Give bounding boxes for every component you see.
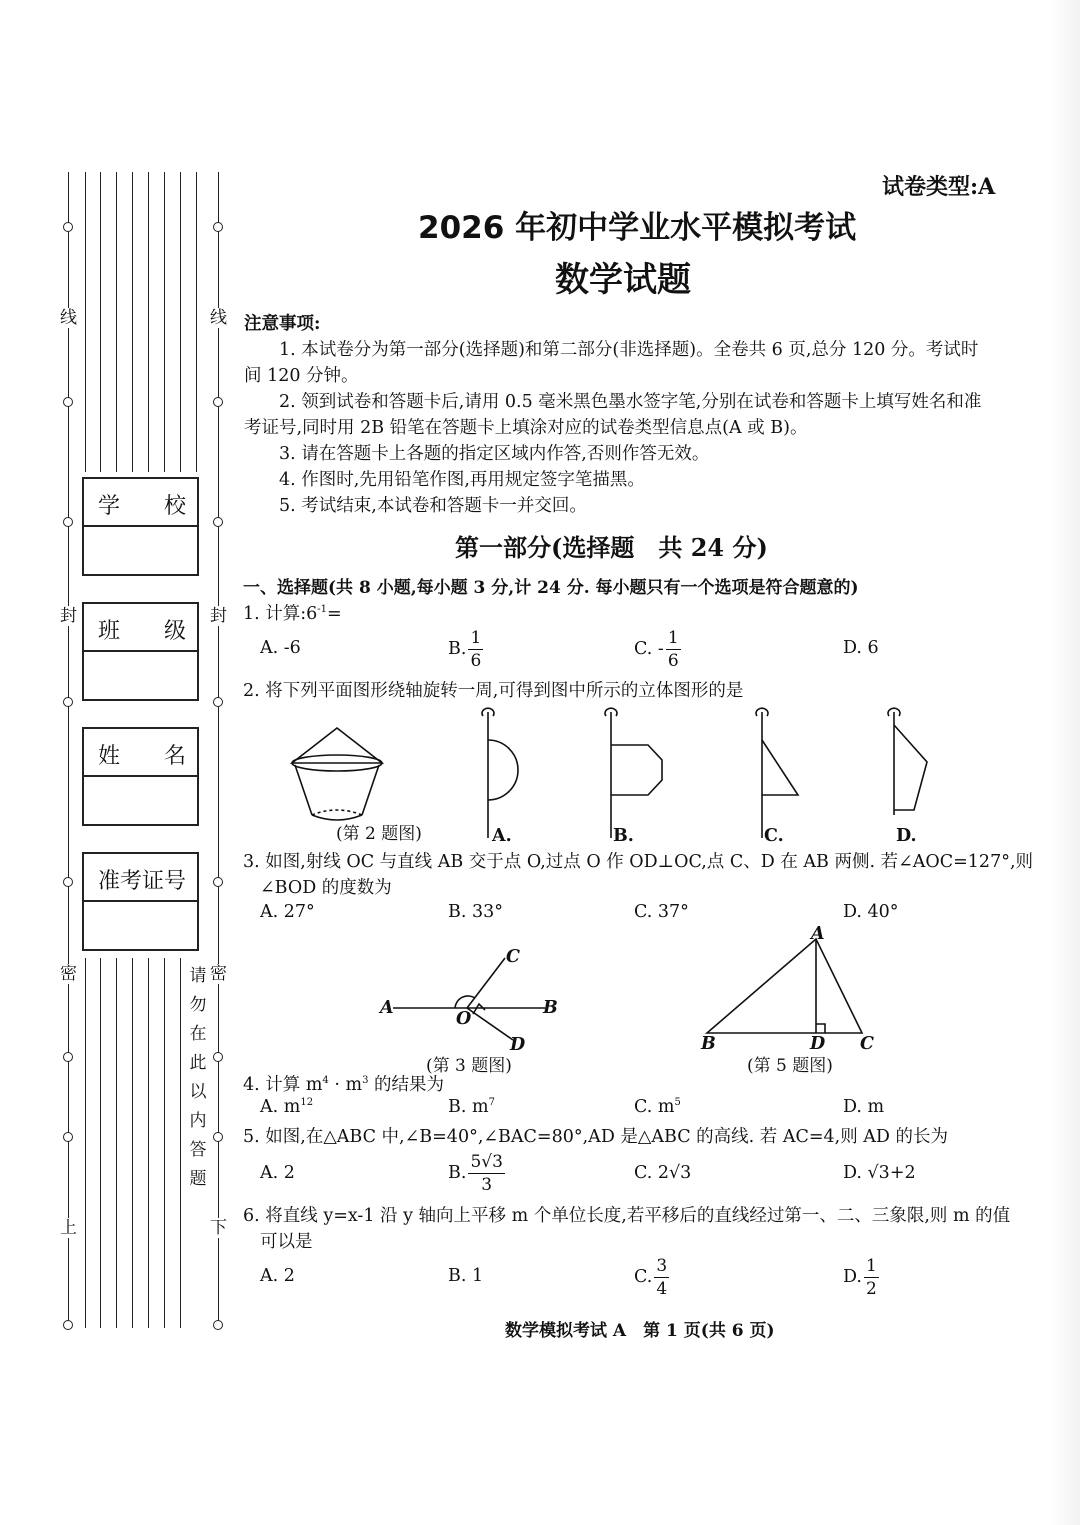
q4-stem: 4. 计算 $m^4 \cdot m^3$ 的结果为 — [243, 1075, 445, 1095]
q3-option-d[interactable]: D. 40° — [843, 902, 899, 922]
notice-line: 考证号,同时用 2B 铅笔在答题卡上填涂对应的试卷类型信息点(A 或 B)。 — [244, 418, 808, 438]
binding-line — [116, 958, 117, 1328]
exam-type: 试卷类型:A — [882, 174, 996, 200]
class-label: 班 级 — [98, 619, 187, 644]
q6-option-c[interactable]: C. $\frac{3}{4}$ — [634, 1256, 668, 1299]
binding-line — [100, 172, 101, 472]
q1-option-d[interactable]: D. 6 — [843, 638, 879, 658]
notice-line: 2. 领到试卷和答题卡后,请用 0.5 毫米黑色墨水签字笔,分别在试卷和答题卡上填写姓名和准 — [279, 392, 982, 412]
binding-line — [148, 958, 149, 1328]
q5-label-c: C — [860, 1034, 874, 1054]
q2-option-d[interactable]: D. — [896, 826, 917, 846]
binding-line — [218, 172, 219, 1327]
binding-hole — [63, 877, 73, 887]
exam-title: 2026 年初中学业水平模拟考试 — [418, 210, 857, 246]
q3-label-a: A — [380, 998, 394, 1018]
binding-hole — [213, 1132, 223, 1142]
q2-stem: 2. 将下列平面图形绕轴旋转一周,可得到图中所示的立体图形的是 — [243, 681, 744, 701]
binding-hole — [213, 222, 223, 232]
binding-line — [132, 958, 133, 1328]
q5-figure — [695, 925, 885, 1045]
q1-option-c[interactable]: C. - $\frac{1}{6}$ — [634, 628, 679, 671]
binding-line — [148, 172, 149, 472]
binding-hole — [63, 1320, 73, 1330]
q3-option-a[interactable]: A. 27° — [260, 902, 315, 922]
binding-hole — [63, 222, 73, 232]
q3-figure — [375, 940, 575, 1050]
q2-option-a[interactable]: A. — [492, 826, 512, 846]
q2-option-d-figure — [888, 708, 927, 815]
school-box[interactable] — [82, 477, 199, 576]
q1-option-b[interactable]: B. $\frac{1}{6}$ — [448, 628, 482, 671]
q6-option-b[interactable]: B. 1 — [448, 1266, 484, 1286]
binding-hole — [63, 517, 73, 527]
q5-option-a[interactable]: A. 2 — [260, 1163, 295, 1183]
binding-hole — [63, 1052, 73, 1062]
binding-line — [100, 958, 101, 1328]
binding-line — [116, 172, 117, 472]
q3-stem-line1: 3. 如图,射线 OC 与直线 AB 交于点 O,过点 O 作 OD⊥OC,点 C、D 在 AB 两侧. 若∠AOC=127°,则 — [243, 852, 1034, 872]
q6-option-d[interactable]: D. $\frac{1}{2}$ — [843, 1256, 877, 1299]
q3-label-o: O — [456, 1009, 472, 1029]
q4-option-c[interactable]: C. $m^5$ — [634, 1097, 681, 1117]
q2-option-b-figure — [605, 708, 662, 838]
binding-mark-up: 上 — [60, 1218, 77, 1238]
q5-option-b[interactable]: B. $\frac{5√3}{3}$ — [448, 1152, 503, 1195]
q6-stem-line2: 可以是 — [260, 1232, 313, 1252]
notice-line: 4. 作图时,先用铅笔作图,再用规定签字笔描黑。 — [279, 470, 645, 490]
binding-hole — [63, 1132, 73, 1142]
binding-mark-secret-right: 密 — [210, 964, 227, 984]
binding-hole — [213, 697, 223, 707]
binding-hole — [213, 1052, 223, 1062]
binding-mark-seal-right: 封 — [210, 606, 227, 626]
exam-id-label: 准考证号 — [98, 869, 187, 894]
binding-hole — [213, 397, 223, 407]
binding-mark-line-left: 线 — [60, 308, 77, 328]
notice-line: 1. 本试卷分为第一部分(选择题)和第二部分(非选择题)。全卷共 6 页,总分 120 分。考试时 — [279, 340, 979, 360]
binding-line — [132, 172, 133, 472]
q1-stem: 1. 计算$:6^{-1}=$ — [243, 604, 342, 624]
q3-label-d: D — [510, 1035, 526, 1055]
binding-hole — [213, 877, 223, 887]
binding-mark-secret-left: 密 — [60, 964, 77, 984]
class-box[interactable] — [82, 602, 199, 701]
q4-option-d[interactable]: D. m — [843, 1097, 885, 1117]
binding-line — [180, 172, 181, 472]
q5-fig-caption: (第 5 题图) — [747, 1056, 833, 1076]
binding-line — [85, 958, 86, 1328]
q6-stem-line1: 6. 将直线 y=x-1 沿 y 轴向上平移 m 个单位长度,若平移后的直线经过第一、二、三象限,则 m 的值 — [243, 1206, 1011, 1226]
part-one-heading: 第一部分(选择题 共 24 分) — [455, 533, 768, 562]
page-footer: 数学模拟考试 A 第 1 页(共 6 页) — [505, 1321, 775, 1341]
school-label: 学 校 — [98, 494, 187, 519]
section-one-heading: 一、选择题(共 8 小题,每小题 3 分,计 24 分. 每小题只有一个选项是符合题意的) — [243, 578, 859, 598]
q5-option-c[interactable]: C. 2√3 — [634, 1163, 692, 1183]
binding-line — [164, 172, 165, 472]
binding-hole — [63, 397, 73, 407]
q3-label-b: B — [543, 998, 558, 1018]
q2-option-a-figure — [482, 708, 518, 838]
binding-line — [180, 958, 181, 1328]
page-edge-shadow — [1050, 0, 1080, 1525]
q6-option-a[interactable]: A. 2 — [260, 1266, 295, 1286]
binding-line — [85, 172, 86, 472]
name-box[interactable] — [82, 727, 199, 826]
q3-option-c[interactable]: C. 37° — [634, 902, 689, 922]
q5-stem: 5. 如图,在△ABC 中,∠B=40°,∠BAC=80°,AD 是△ABC 的高线. 若 AC=4,则 AD 的长为 — [243, 1127, 949, 1147]
q2-solid-figure — [292, 728, 382, 820]
name-label: 姓 名 — [98, 744, 187, 769]
binding-hole — [63, 697, 73, 707]
q2-fig-caption: (第 2 题图) — [336, 824, 422, 844]
notice-title: 注意事项: — [244, 314, 321, 334]
q3-label-c: C — [506, 947, 520, 967]
q1-option-a[interactable]: A. -6 — [260, 638, 301, 658]
q3-fig-caption: (第 3 题图) — [426, 1056, 512, 1076]
q5-label-d: D — [810, 1034, 826, 1054]
binding-line — [164, 958, 165, 1328]
q2-option-c-figure — [756, 708, 798, 838]
q5-option-d[interactable]: D. √3+2 — [843, 1163, 916, 1183]
binding-line — [68, 172, 69, 1327]
q4-option-b[interactable]: B. $m^7$ — [448, 1097, 495, 1117]
notice-line: 3. 请在答题卡上各题的指定区域内作答,否则作答无效。 — [279, 444, 710, 464]
q2-option-b[interactable]: B. — [613, 826, 634, 846]
binding-mark-down: 下 — [210, 1218, 227, 1238]
q5-label-b: B — [701, 1034, 716, 1054]
exam-subtitle: 数学试题 — [555, 260, 691, 300]
exam-id-box[interactable] — [82, 852, 199, 951]
q3-stem-line2: ∠BOD 的度数为 — [260, 878, 392, 898]
binding-line — [196, 172, 197, 472]
q4-option-a[interactable]: A. $m^{12}$ — [260, 1097, 314, 1117]
binding-hole — [213, 517, 223, 527]
q5-label-a: A — [811, 924, 825, 944]
notice-line: 间 120 分钟。 — [244, 366, 359, 386]
binding-mark-line-right: 线 — [210, 308, 227, 328]
notice-line: 5. 考试结束,本试卷和答题卡一并交回。 — [279, 496, 587, 516]
binding-hole — [213, 1320, 223, 1330]
binding-mark-seal-left: 封 — [60, 606, 77, 626]
q2-option-c[interactable]: C. — [764, 826, 784, 846]
q3-option-b[interactable]: B. 33° — [448, 902, 504, 922]
binding-instruction: 请勿在此以内答题 — [188, 962, 208, 1194]
